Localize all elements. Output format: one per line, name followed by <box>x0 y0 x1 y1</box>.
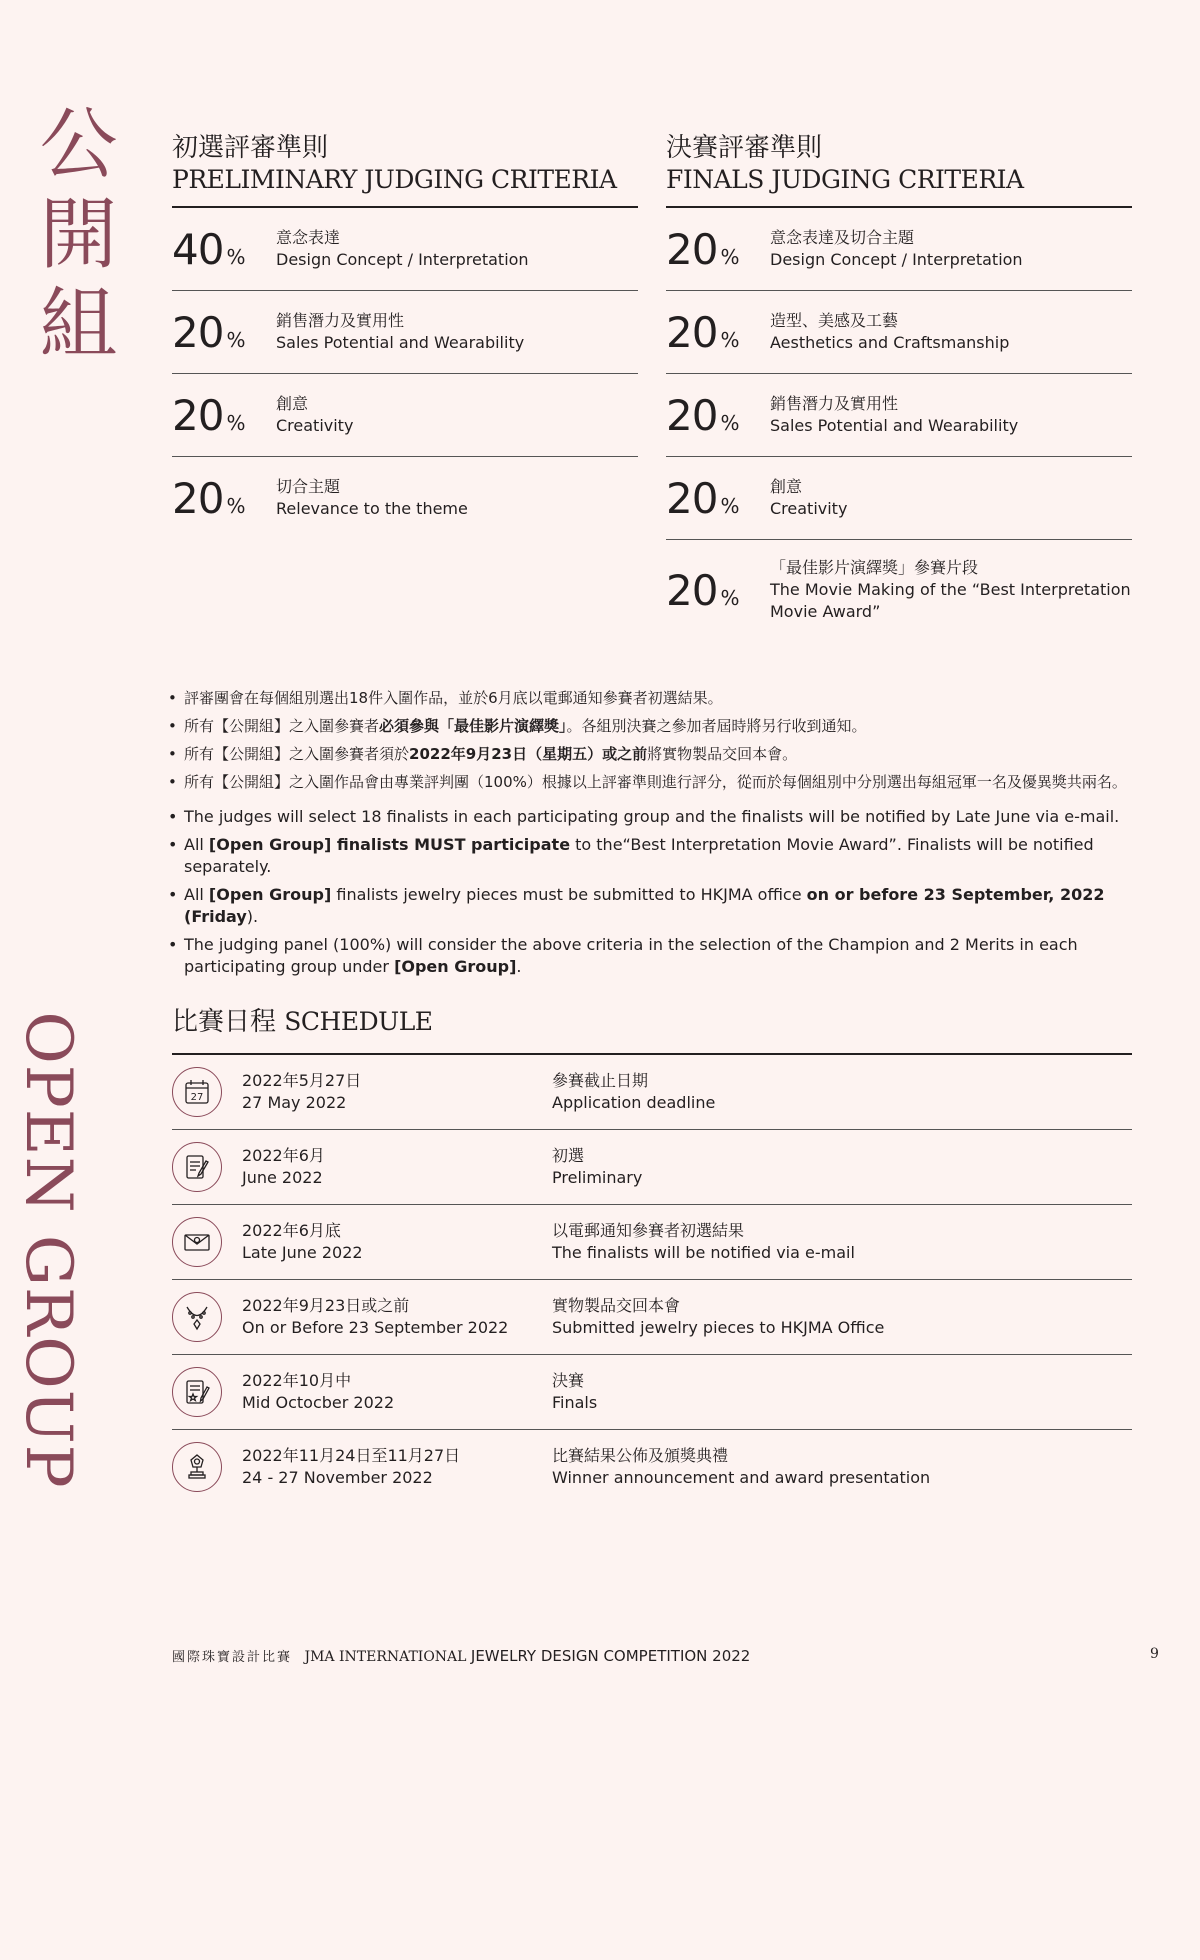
date-en: 24 - 27 November 2022 <box>242 1468 433 1487</box>
note-text: 所有【公開組】之入圍參賽者須於 <box>184 745 410 763</box>
percent-symbol: % <box>720 244 739 269</box>
note-text: 所有【公開組】之入圍作品會由專業評判團（100%）根據以上評審準則進行評分，從而於每個組別中分別選出每組冠軍一名及優異獎共兩名。 <box>184 773 1127 791</box>
date-cn: 2022年5月27日 <box>242 1071 362 1090</box>
note-text: 所有【公開組】之入圍參賽者 <box>184 717 380 735</box>
criteria-en: The Movie Making of the “Best Interpretation Movie Award” <box>770 580 1131 621</box>
note-text-bold: 必須參與「最佳影片演繹獎」 <box>379 717 567 735</box>
criteria-cn: 意念表達及切合主題 <box>770 228 915 247</box>
schedule-row <box>172 1055 1132 1130</box>
note-text: . <box>516 957 522 976</box>
criteria-cn: 意念表達 <box>276 228 341 247</box>
list-item <box>168 716 1148 737</box>
criteria-cn: 創意 <box>276 394 309 413</box>
note-text-bold: [Open Group] finalists MUST participate <box>208 835 571 854</box>
document-pen-icon <box>172 1142 222 1192</box>
list-item <box>168 806 1148 828</box>
criteria-cn: 「最佳影片演繹獎」參賽片段 <box>770 558 979 577</box>
notes-en-list <box>168 806 1148 978</box>
criteria-row <box>172 291 638 374</box>
criteria-cn: 創意 <box>770 477 803 496</box>
event-cn: 比賽結果公佈及頒獎典禮 <box>552 1446 729 1465</box>
percent-value: 20 <box>666 224 718 274</box>
footer <box>172 1646 750 1665</box>
event-cn: 決賽 <box>552 1371 585 1390</box>
envelope-icon <box>172 1217 222 1267</box>
criteria-en: Design Concept / Interpretation <box>276 250 529 269</box>
note-text: 評審團會在每個組別選出18件入圍作品，並於6月底以電郵通知參賽者初選結果。 <box>184 689 723 707</box>
schedule-row <box>172 1205 1132 1280</box>
percent-symbol: % <box>226 410 245 435</box>
criteria-row <box>172 457 638 539</box>
schedule-row <box>172 1130 1132 1205</box>
footer-en-org: JMA INTERNATIONAL <box>304 1649 467 1665</box>
criteria-en: Design Concept / Interpretation <box>770 250 1023 269</box>
note-text: 。各組別決賽之參加者屆時將另行收到通知。 <box>566 717 867 735</box>
note-text-bold: 2022年9月23日（星期五）或之前 <box>409 745 648 763</box>
schedule-row <box>172 1280 1132 1355</box>
date-en: Mid Octocber 2022 <box>242 1393 395 1412</box>
calendar-day: 27 <box>190 1092 204 1103</box>
percent-value: 20 <box>666 307 718 357</box>
side-title-cn: 公開組 <box>39 100 118 370</box>
date-cn: 2022年6月底 <box>242 1221 341 1240</box>
percent-value: 20 <box>172 390 224 440</box>
finals-title-cn: 決賽評審準則 <box>666 133 823 163</box>
note-text: ). <box>246 907 259 926</box>
percent-symbol: % <box>720 327 739 352</box>
note-text-bold: on or before 23 September, 2022 (Friday <box>184 885 1105 926</box>
percent-symbol: % <box>226 493 245 518</box>
event-en: Finals <box>552 1393 598 1412</box>
event-en: Winner announcement and award presentation <box>552 1468 931 1487</box>
preliminary-title-en: PRELIMINARY JUDGING CRITERIA <box>172 165 617 194</box>
list-item <box>168 772 1148 793</box>
notes <box>168 688 1148 984</box>
criteria-row <box>172 374 638 457</box>
criteria-row <box>666 208 1132 291</box>
criteria-en: Sales Potential and Wearability <box>770 416 1019 435</box>
criteria-cn: 銷售潛力及實用性 <box>276 311 405 330</box>
note-text: to the“Best Interpretation Movie Award”. Finalists will be notified separately. <box>184 835 1094 876</box>
note-text-bold: [Open Group] <box>208 885 332 904</box>
criteria-en: Relevance to the theme <box>276 499 468 518</box>
percent-value: 20 <box>666 565 718 615</box>
note-text: The judging panel (100%) will consider the above criteria in the selection of the Champion and 2 Merits in each participating group under <box>184 935 1078 976</box>
trophy-icon <box>172 1442 222 1492</box>
event-cn: 參賽截止日期 <box>552 1071 649 1090</box>
preliminary-title-cn: 初選評審準則 <box>172 133 329 163</box>
date-cn: 2022年11月24日至11月27日 <box>242 1446 461 1465</box>
note-text: finalists jewelry pieces must be submitted to HKJMA office <box>331 885 807 904</box>
date-en: On or Before 23 September 2022 <box>242 1318 509 1337</box>
notes-cn-list <box>168 688 1148 793</box>
criteria-en: Aesthetics and Craftsmanship <box>770 333 1010 352</box>
list-item <box>168 744 1148 765</box>
criteria-en: Sales Potential and Wearability <box>276 333 525 352</box>
list-item <box>168 884 1148 928</box>
schedule <box>172 1005 1132 1504</box>
necklace-icon <box>172 1292 222 1342</box>
percent-symbol: % <box>720 410 739 435</box>
percent-value: 40 <box>172 224 224 274</box>
note-text: All <box>184 835 209 854</box>
date-cn: 2022年9月23日或之前 <box>242 1296 410 1315</box>
event-en: Submitted jewelry pieces to HKJMA Office <box>552 1318 885 1337</box>
schedule-row <box>172 1355 1132 1430</box>
criteria-row <box>666 457 1132 540</box>
percent-value: 20 <box>666 390 718 440</box>
criteria-cn: 切合主題 <box>276 477 341 496</box>
percent-symbol: % <box>226 327 245 352</box>
list-item <box>168 834 1148 878</box>
criteria-row <box>666 291 1132 374</box>
note-text: 將實物製品交回本會。 <box>647 745 798 763</box>
date-cn: 2022年6月 <box>242 1146 325 1165</box>
schedule-title-cn: 比賽日程 <box>172 1007 277 1037</box>
preliminary-criteria <box>172 132 638 539</box>
event-cn: 以電郵通知參賽者初選結果 <box>552 1221 745 1240</box>
date-en: 27 May 2022 <box>242 1093 347 1112</box>
percent-value: 20 <box>172 473 224 523</box>
calendar-icon <box>172 1067 222 1117</box>
percent-value: 20 <box>172 307 224 357</box>
criteria-cn: 造型、美感及工藝 <box>770 311 899 330</box>
date-en: June 2022 <box>242 1168 323 1187</box>
list-item <box>168 688 1148 709</box>
list-item <box>168 934 1148 978</box>
date-en: Late June 2022 <box>242 1243 363 1262</box>
finals-title-en: FINALS JUDGING CRITERIA <box>666 165 1024 194</box>
schedule-title <box>172 1005 1132 1039</box>
percent-symbol: % <box>226 244 245 269</box>
criteria-row <box>172 208 638 291</box>
event-cn: 初選 <box>552 1146 585 1165</box>
criteria-en: Creativity <box>770 499 848 518</box>
side-title-en: OPEN GROUP <box>11 1011 85 1489</box>
criteria-en: Creativity <box>276 416 354 435</box>
event-en: Preliminary <box>552 1168 643 1187</box>
footer-cn: 國際珠寶設計比賽 <box>172 1650 293 1665</box>
note-text-bold: [Open Group] <box>394 957 517 976</box>
criteria-cn: 銷售潛力及實用性 <box>770 394 899 413</box>
schedule-row <box>172 1430 1132 1504</box>
note-text: All <box>184 885 209 904</box>
percent-symbol: % <box>720 585 739 610</box>
footer-en-title: JEWELRY DESIGN COMPETITION 2022 <box>470 1647 751 1665</box>
page-number: 9 <box>1150 1646 1159 1662</box>
note-text: The judges will select 18 finalists in each participating group and the finalists will be notified by Late June via e-mail. <box>184 807 1120 826</box>
event-en: Application deadline <box>552 1093 716 1112</box>
schedule-title-en: SCHEDULE <box>284 1007 433 1036</box>
percent-value: 20 <box>666 473 718 523</box>
event-en: The finalists will be notified via e-mail <box>552 1243 855 1262</box>
percent-symbol: % <box>720 493 739 518</box>
criteria-row <box>666 540 1132 640</box>
finals-criteria <box>666 132 1132 640</box>
side-title-en-wrapper <box>13 540 83 1960</box>
event-cn: 實物製品交回本會 <box>552 1296 681 1315</box>
document-star-icon <box>172 1367 222 1417</box>
date-cn: 2022年10月中 <box>242 1371 352 1390</box>
criteria-row <box>666 374 1132 457</box>
